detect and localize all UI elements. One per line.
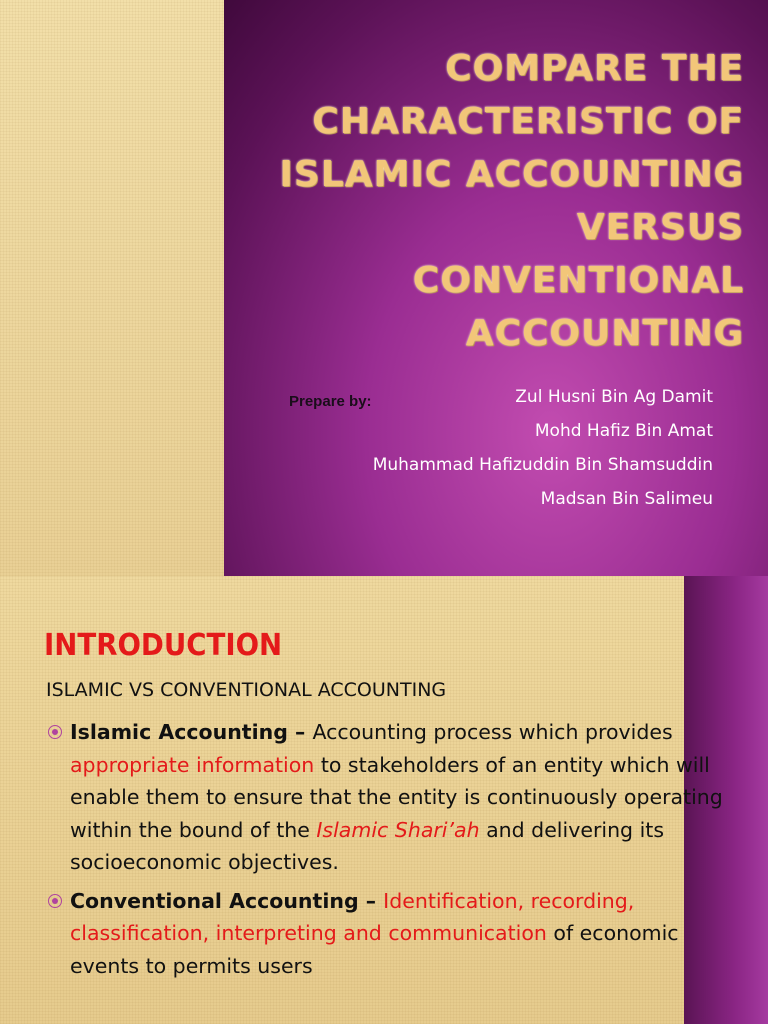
title-line: COMPARE THE (445, 48, 744, 89)
title-line: CONVENTIONAL (412, 260, 744, 301)
circle-bullet-icon (48, 725, 62, 739)
bullet-text: and delivering its socioeconomic objectives. (70, 817, 664, 874)
circle-bullet-icon (48, 894, 62, 908)
author-name: Zul Husni Bin Ag Damit (515, 387, 713, 407)
author-name: Muhammad Hafizuddin Bin Shamsuddin (372, 455, 713, 475)
bullet-item-conventional-accounting (47, 885, 737, 983)
slide-subheading: ISLAMIC VS CONVENTIONAL ACCOUNTING (46, 679, 447, 701)
slide-heading: INTRODUCTION (44, 628, 283, 663)
title-line: VERSUS (576, 207, 744, 248)
bullet-list (47, 716, 737, 988)
bullet-text: to stakeholders of an entity which will enable them to ensure that the entity is continuously operating within the bound of the (70, 752, 723, 842)
title-line: CHARACTERISTIC OF (312, 101, 744, 142)
bullet-highlight: Identification, recording, classification, interpreting and communication (70, 888, 635, 945)
slide-title (244, 42, 744, 360)
bullet-term: Conventional Accounting – (70, 888, 384, 913)
bullet-highlight: Islamic Shari’ah (316, 817, 480, 842)
bullet-text: Accounting process which provides (312, 720, 673, 744)
title-line: ISLAMIC ACCOUNTING (279, 154, 744, 195)
author-list (373, 380, 713, 516)
title-line: ACCOUNTING (465, 313, 744, 354)
author-name: Madsan Bin Salimeu (540, 489, 713, 509)
introduction-slide (0, 576, 768, 1024)
author-name: Mohd Hafiz Bin Amat (534, 421, 713, 441)
bullet-term: Islamic Accounting – (70, 720, 313, 744)
bullet-item-islamic-accounting (47, 716, 737, 879)
bullet-highlight: appropriate information (70, 752, 315, 777)
bullet-text: of economic events to permits users (70, 921, 679, 978)
prepared-by-label: Prepare by: (289, 393, 372, 410)
